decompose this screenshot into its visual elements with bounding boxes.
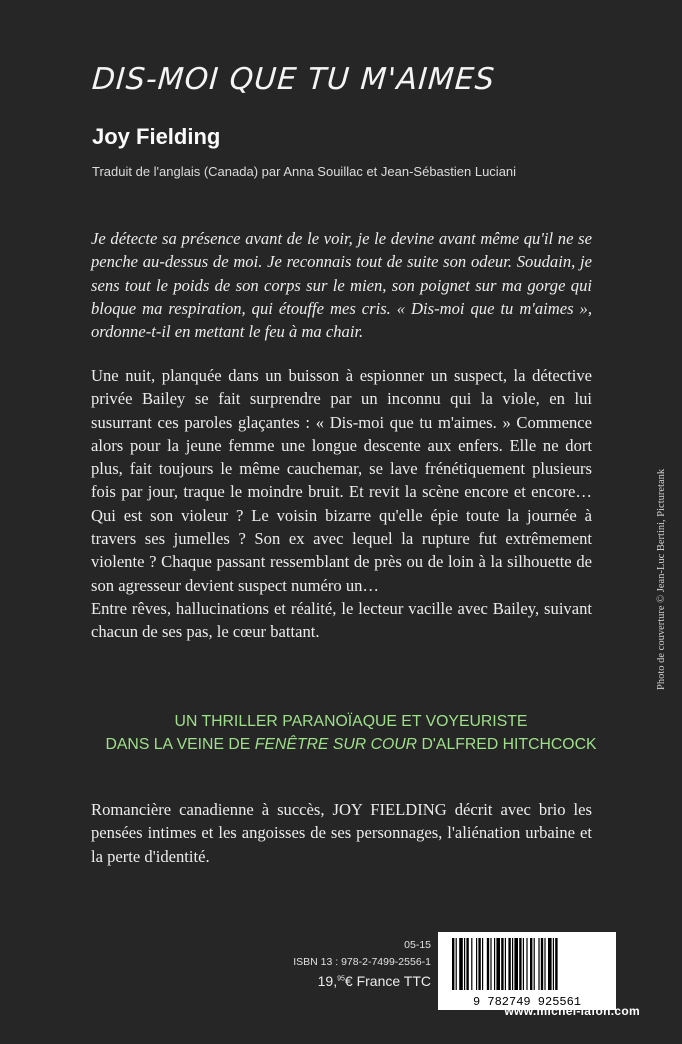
barcode-bar <box>544 938 545 990</box>
photo-credit: Photo de couverture © Jean-Luc Bertini, Picturetank <box>656 468 667 690</box>
barcode-bar <box>534 938 535 990</box>
barcode-bar <box>512 938 513 990</box>
author-name: Joy Fielding <box>92 124 221 149</box>
barcode-bar <box>555 938 557 990</box>
barcode-bar <box>471 938 472 990</box>
barcode-bar <box>476 938 477 990</box>
barcode-bar <box>459 938 463 990</box>
publisher-website: www.michel-lafon.com <box>504 1004 640 1018</box>
excerpt-paragraph: Je détecte sa présence avant de le voir, je le devine avant même qu'il ne se penche au-dessus de moi. Je reconnais tout de suite son odeur. Soudain, je sens tout le poids de son corps sur le mien, son poignet sur ma gorge qui bloque ma respiration, qui étouffe mes cris. « Dis-moi que tu m'aimes », ordonne-t-il en mettant le feu à ma chair. <box>91 229 592 342</box>
film-title: FENÊTRE SUR COUR <box>254 736 418 753</box>
tagline-line <box>60 733 642 756</box>
barcode-bar <box>496 938 500 990</box>
barcode-bar <box>466 938 468 990</box>
barcode-bar <box>505 938 506 990</box>
barcode-bar <box>452 938 454 990</box>
tagline <box>60 710 642 756</box>
tagline-line: UN THRILLER PARANOÏAQUE ET VOYEURISTE <box>174 713 528 730</box>
price <box>318 973 431 989</box>
barcode-bar <box>519 938 521 990</box>
barcode-bar <box>526 938 527 990</box>
barcode-bar <box>514 938 518 990</box>
barcode-bar <box>501 938 503 990</box>
barcode-bar <box>541 938 543 990</box>
barcode-bar <box>538 938 539 990</box>
price-main: 19, <box>317 973 338 989</box>
barcode-bar <box>478 938 480 990</box>
book-title: DIS-MOI QUE TU M'AIMES <box>90 62 497 97</box>
price-suffix: € France TTC <box>344 973 431 989</box>
barcode-digits: 9 782749 925561 <box>472 995 582 1009</box>
summary-section <box>91 364 592 644</box>
price-cents: 95 <box>337 975 345 983</box>
barcode-bar <box>530 938 532 990</box>
barcode-bar <box>487 938 489 990</box>
barcode-bar <box>482 938 483 990</box>
barcode-bar <box>490 938 491 990</box>
barcode-bar <box>508 938 510 990</box>
barcode-bar <box>494 938 495 990</box>
author-bio: Romancière canadienne à succès, JOY FIELDING décrit avec brio les pensées intimes et les angoisses de ses personnages, l'aliénation urbaine et la perte d'identité. <box>91 800 592 866</box>
tagline-text: D'ALFRED HITCHCOCK <box>417 736 597 753</box>
tagline-text: DANS LA VEINE DE <box>105 736 255 753</box>
barcode <box>438 932 616 1010</box>
barcode-graphic <box>438 932 616 1010</box>
barcode-bar <box>456 938 457 990</box>
barcode-bar <box>553 938 554 990</box>
summary-paragraph: Une nuit, planquée dans un buisson à espionner un suspect, la détective privée Bailey se fait surprendre par un inconnu qui la viole, en lui susurrant ces paroles glaçantes : « Dis-moi que tu m'aimes. » Commence alors pour la jeune femme une longue descente aux enfers. Elle ne dort plus, fait toujours le même cauchemar, se lave frénétiquement plusieurs fois par jour, traque le moindre bruit. Et revit la scène encore et encore… Qui est son violeur ? Le voisin bizarre qu'elle épie toute la journée à travers ses jumelles ? Son ex avec lequel la rupture fut extrêmement violente ? Chaque passant ressemblant de près ou de loin à la silhouette de son agresseur devient suspect numéro un… <box>91 366 592 595</box>
edition-code: 05-15 <box>404 939 431 951</box>
isbn: ISBN 13 : 978-2-7499-2556-1 <box>293 956 431 968</box>
barcode-bar <box>523 938 524 990</box>
summary-paragraph: Entre rêves, hallucinations et réalité, le lecteur vacille avec Bailey, suivant chacun de ses pas, le cœur battant. <box>91 598 592 642</box>
barcode-bar <box>464 938 465 990</box>
barcode-bar <box>548 938 552 990</box>
translator-note: Traduit de l'anglais (Canada) par Anna Souillac et Jean-Sébastien Luciani <box>92 164 517 179</box>
